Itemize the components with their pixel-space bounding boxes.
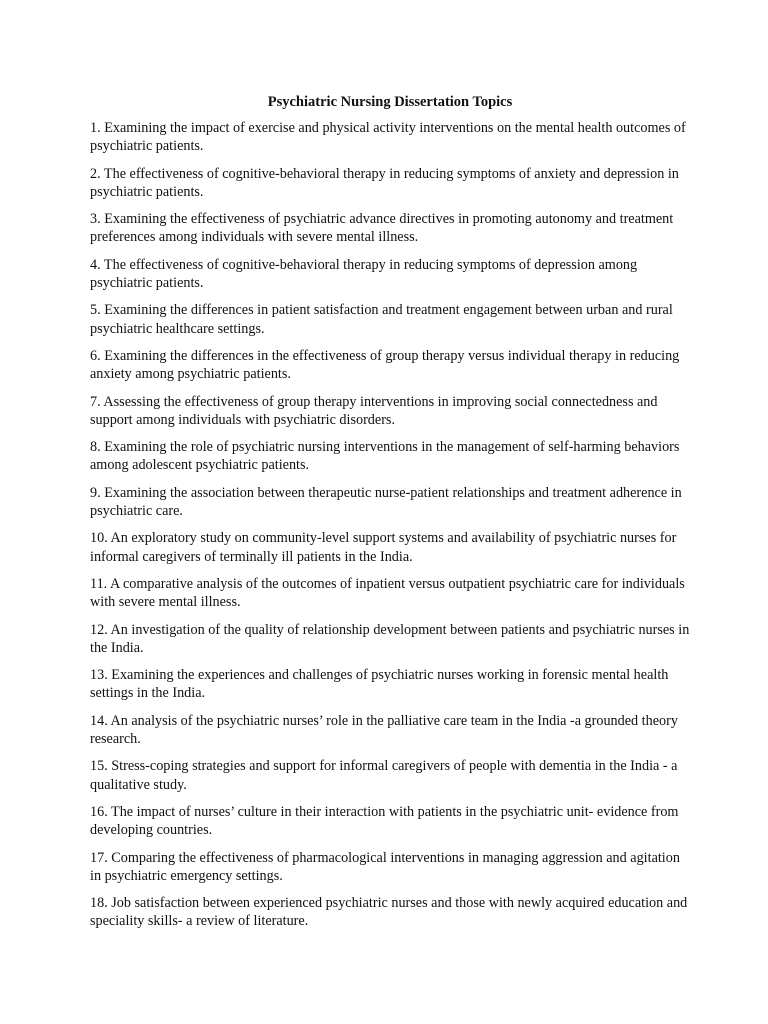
topic-item: 16. The impact of nurses’ culture in their interaction with patients in the psychiatric unit- evidence from developing countries. [90, 803, 679, 839]
topic-item: 8. Examining the role of psychiatric nursing interventions in the management of self-harming behaviors among adolescent psychiatric patients. [90, 439, 680, 474]
topic-item: 5. Examining the differences in patient satisfaction and treatment engagement between urban and rural psychiatric healthcare settings. [90, 302, 673, 337]
topic-item: 11. A comparative analysis of the outcomes of inpatient versus outpatient psychiatric care for individuals with severe mental illness. [90, 575, 685, 611]
topic-item: 10. An exploratory study on community-level support systems and availability of psychiatric nurses for informal caregivers of terminally ill patients in the India. [90, 530, 677, 565]
topic-item: 14. An analysis of the psychiatric nurses’ role in the palliative care team in the India -a grounded theory research. [90, 712, 678, 747]
topic-item: 6. Examining the differences in the effectiveness of group therapy versus individual therapy in reducing anxiety among psychiatric patients. [90, 347, 680, 383]
topic-item: 18. Job satisfaction between experienced psychiatric nurses and those with newly acquired education and speciality skills- a review of literature. [90, 895, 688, 930]
page-title: Psychiatric Nursing Dissertation Topics [267, 94, 513, 110]
topic-item: 12. An investigation of the quality of relationship development between patients and psychiatric nurses in the India. [90, 621, 690, 656]
topic-item: 15. Stress-coping strategies and support for informal caregivers of people with dementia in the India - a qualitative study. [90, 758, 678, 793]
topic-item: 3. Examining the effectiveness of psychiatric advance directives in promoting autonomy and treatment preferences among individuals with severe mental illness. [90, 211, 674, 246]
topic-item: 9. Examining the association between therapeutic nurse-patient relationships and treatment adherence in psychiatric care. [90, 484, 682, 519]
topic-item: 7. Assessing the effectiveness of group therapy interventions in improving social connectedness and support among individuals with psychiatric disorders. [90, 393, 658, 428]
topic-item: 17. Comparing the effectiveness of pharmacological interventions in managing aggression and agitation in psychiatric emergency settings. [90, 849, 680, 884]
topic-item: 1. Examining the impact of exercise and physical activity interventions on the mental health outcomes of psychiatric patients. [90, 120, 686, 155]
topic-item: 4. The effectiveness of cognitive-behavioral therapy in reducing symptoms of depression among psychiatric patients. [90, 256, 638, 291]
topic-item: 13. Examining the experiences and challenges of psychiatric nurses working in forensic mental health settings in the India. [90, 667, 669, 702]
document-page [90, 93, 690, 940]
topic-list [90, 119, 690, 931]
topic-item: 2. The effectiveness of cognitive-behavioral therapy in reducing symptoms of anxiety and depression in psychiatric patients. [90, 165, 679, 200]
